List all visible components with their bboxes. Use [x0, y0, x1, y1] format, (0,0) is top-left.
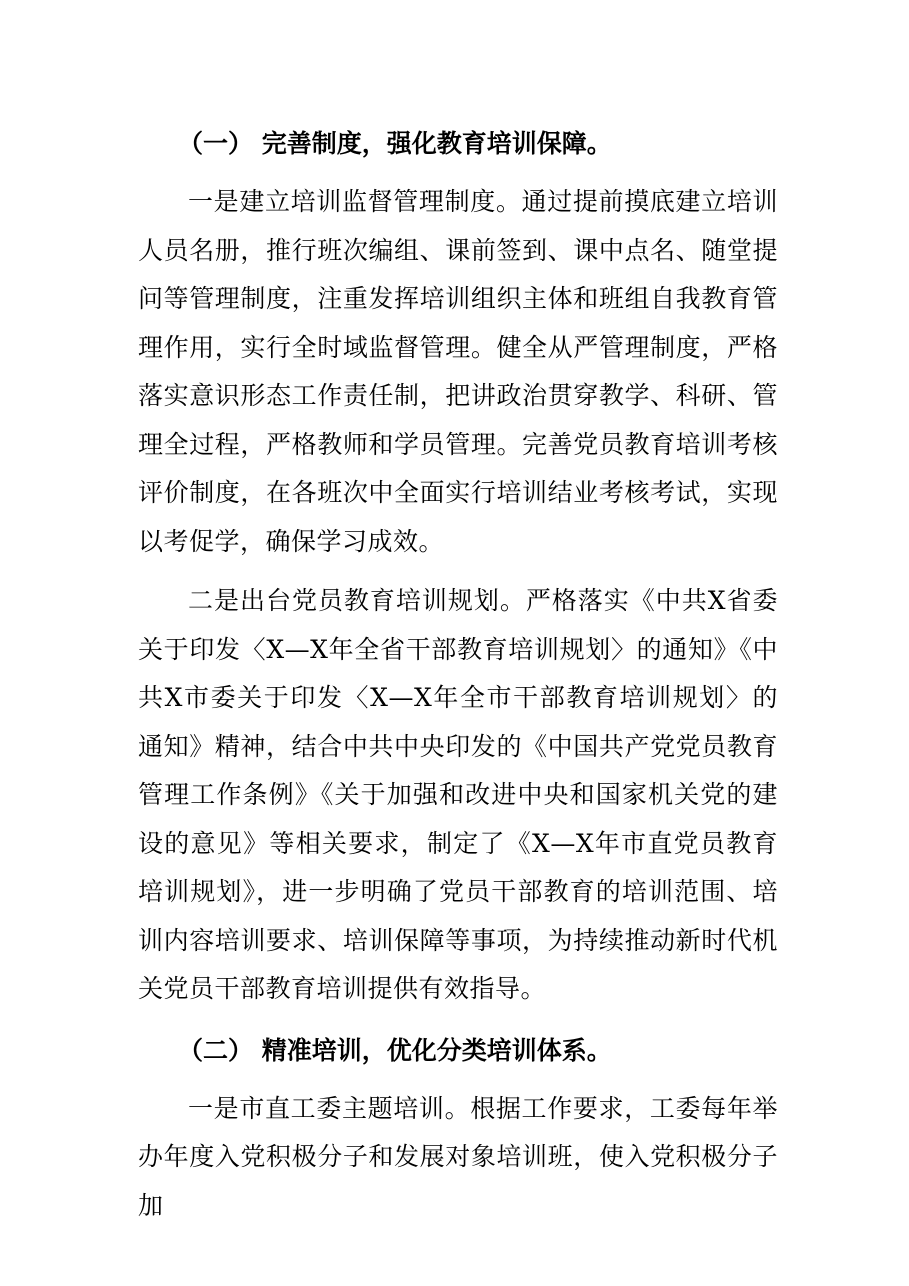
section-heading-1: （一） 完善制度，强化教育培训保障。 [178, 129, 612, 158]
document-body [138, 118, 778, 1241]
paragraph-1-1: 一是建立培训监督管理制度。通过提前摸底建立培训人员名册，推行班次编组、课前签到、课中点名、随堂提问等管理制度，注重发挥培训组织主体和班组自我教育管理作用，实行全时域监督管理。健全从严管理制度，严格落实意识形态工作责任制，把讲政治贯穿教学、科研、管理全过程，严格教师和学员管理。完善党员教育培训考核评价制度，在各班次中全面实行培训结业考核考试，实现以考促学，确保学习成效。 [138, 187, 778, 556]
paragraph-1-2: 二是出台党员教育培训规划。严格落实《中共X省委关于印发〈X—X年全省干部教育培训规划〉的通知》《中共X市委关于印发〈X—X年全市干部教育培训规划〉的通知》精神，结合中共中央印发的《中国共产党党员教育管理工作条例》《关于加强和改进中央和国家机关党的建设的意见》等相关要求，制定了《X—X年市直党员教育培训规划》，进一步明确了党员干部教育的培训范围、培训内容培训要求、培训保障等事项，为持续推动新时代机关党员干部教育培训提供有效指导。 [138, 586, 778, 1003]
paragraph-2-1: 一是市直工委主题培训。根据工作要求，工委每年举办年度入党积极分子和发展对象培训班，使入党积极分子加 [138, 1093, 778, 1220]
section-heading-2: （二） 精准培训，优化分类培训体系。 [178, 1035, 612, 1065]
